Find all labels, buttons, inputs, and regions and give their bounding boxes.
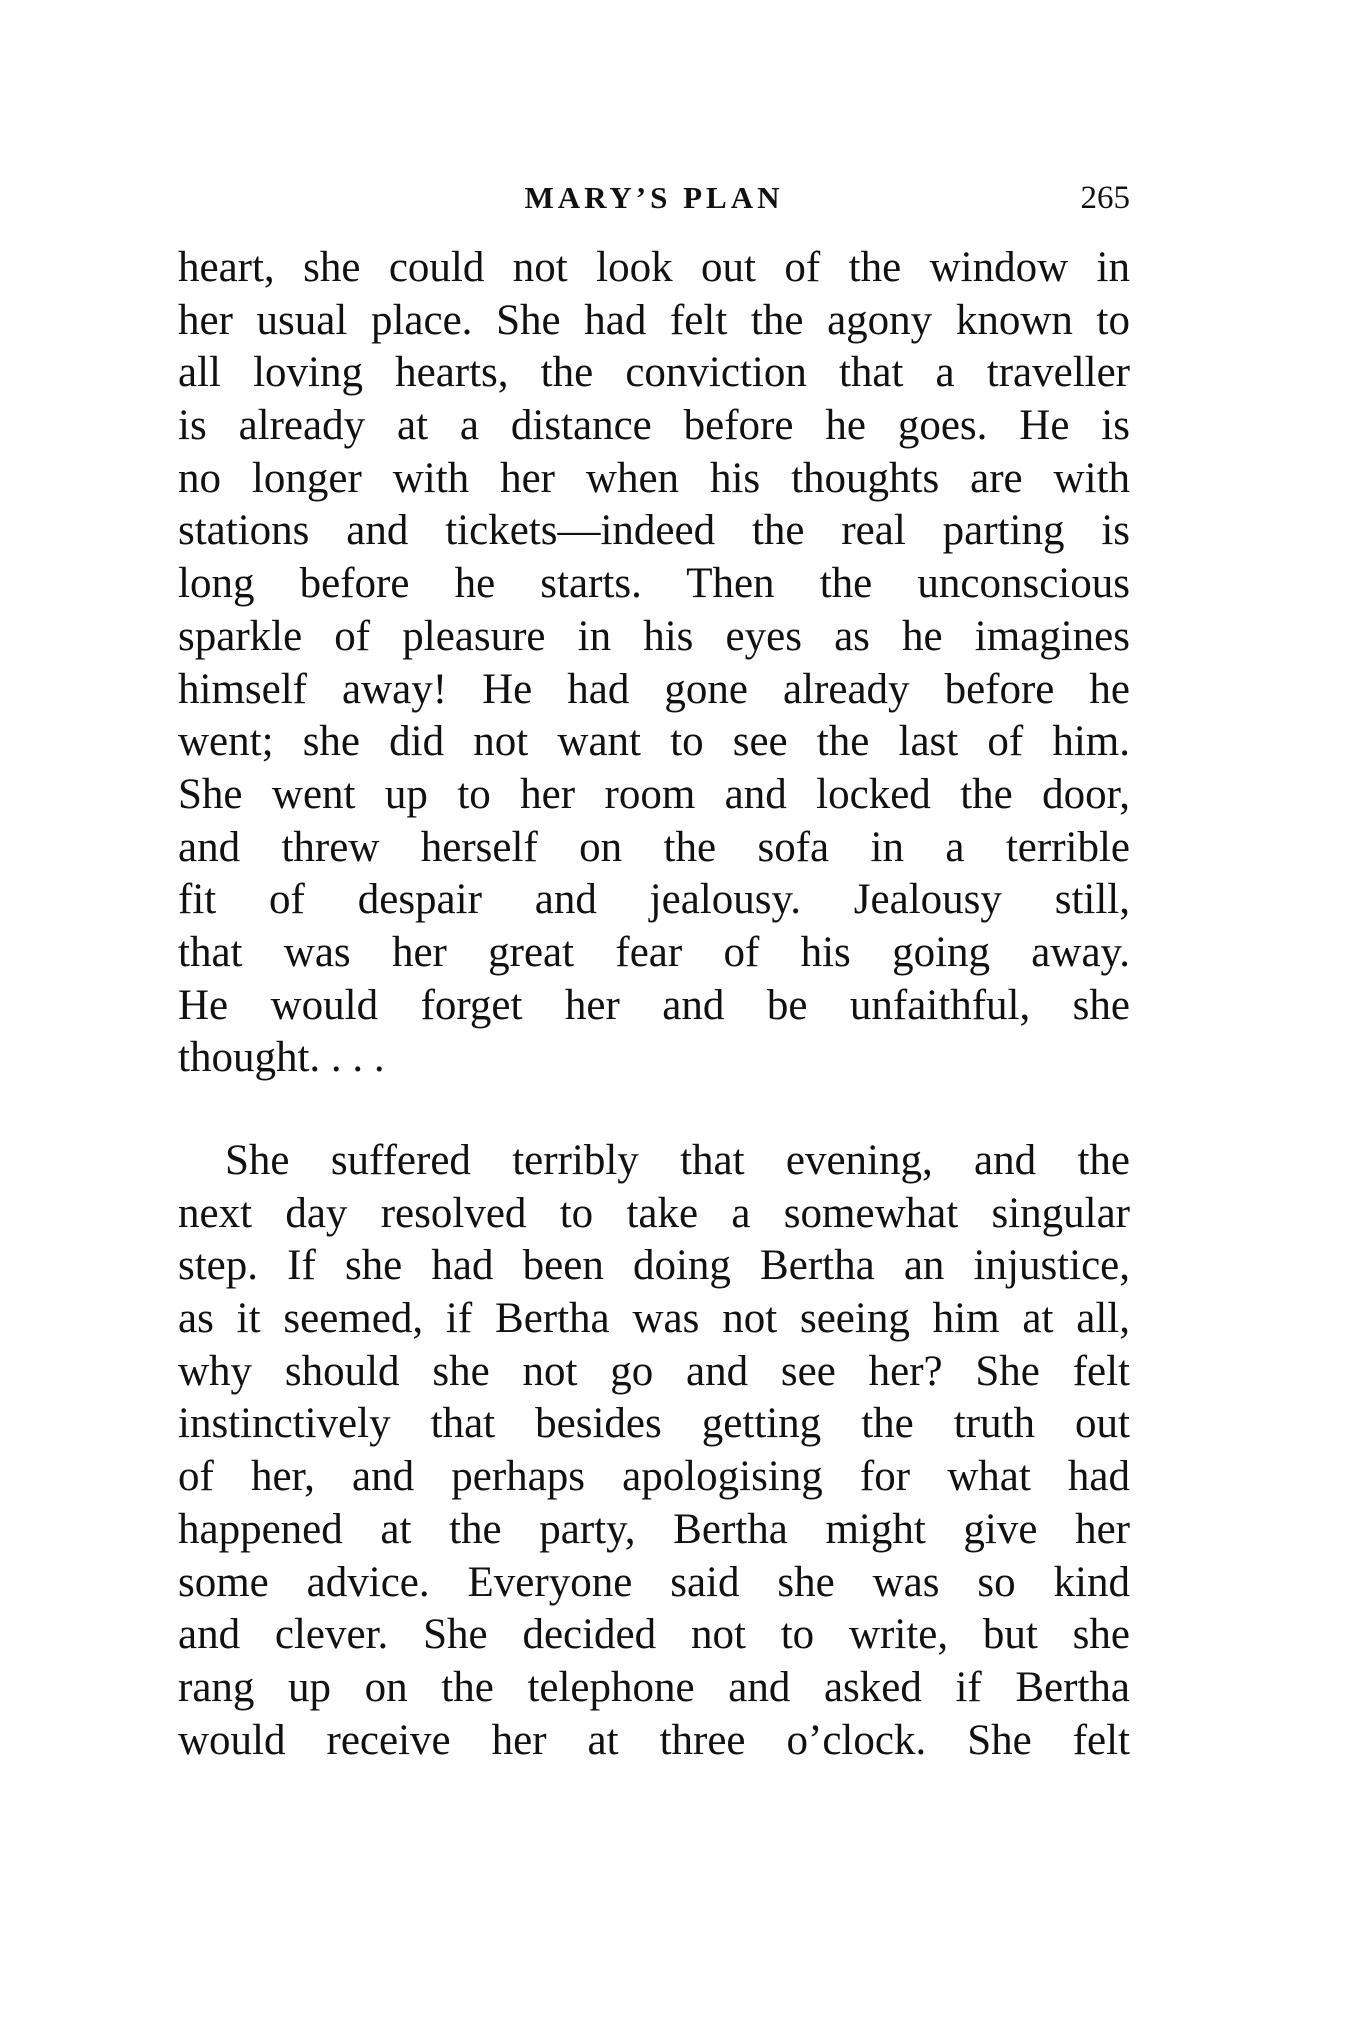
text-line: She suffered terribly that evening, and the	[225, 1137, 1130, 1184]
text-line: stations and tickets—indeed the real parting is	[178, 507, 1130, 555]
text-line: as it seemed, if Bertha was not seeing him at all,	[178, 1295, 1130, 1343]
text-line: and clever. She decided not to write, but she	[178, 1611, 1130, 1659]
text-line: some advice. Everyone said she was so kind	[178, 1558, 1130, 1606]
text-line: happened at the party, Bertha might give her	[178, 1505, 1130, 1553]
text-line: of her, and perhaps apologising for what had	[178, 1453, 1130, 1501]
paragraph-break	[178, 1085, 1130, 1135]
running-head	[178, 180, 1130, 230]
text-line: She went up to her room and locked the door,	[178, 770, 1130, 818]
paragraph-2	[178, 1135, 1130, 1767]
text-line: would receive her at three o’clock. She felt	[178, 1716, 1130, 1764]
text-line: that was her great fear of his going away.	[178, 928, 1130, 976]
text-line: her usual place. She had felt the agony known to	[178, 296, 1130, 344]
text-line: rang up on the telephone and asked if Bertha	[178, 1663, 1130, 1711]
running-title: MARY’S PLAN	[524, 180, 784, 215]
text-line: and threw herself on the sofa in a terrible	[178, 823, 1130, 871]
text-line: heart, she could not look out of the window in	[178, 244, 1130, 291]
text-line: all loving hearts, the conviction that a traveller	[178, 349, 1130, 397]
text-line: went; she did not want to see the last of him.	[178, 718, 1130, 766]
text-line: why should she not go and see her? She felt	[178, 1347, 1130, 1395]
text-line: no longer with her when his thoughts are with	[178, 454, 1130, 502]
paragraph-1	[178, 242, 1130, 1085]
text-line: sparkle of pleasure in his eyes as he imagines	[178, 612, 1130, 660]
text-line: fit of despair and jealousy. Jealousy still,	[178, 876, 1130, 924]
text-line: step. If she had been doing Bertha an injustice,	[178, 1242, 1130, 1290]
text-line: himself away! He had gone already before he	[178, 665, 1130, 713]
text-line: next day resolved to take a somewhat singular	[178, 1189, 1130, 1237]
text-line: instinctively that besides getting the truth out	[178, 1400, 1130, 1448]
text-line: thought. . . .	[178, 1034, 385, 1082]
page-body	[178, 242, 1130, 1767]
page-number: 265	[1080, 180, 1130, 216]
text-line: He would forget her and be unfaithful, she	[178, 981, 1130, 1029]
text-line: is already at a distance before he goes. He is	[178, 402, 1130, 450]
text-line: long before he starts. Then the unconscious	[178, 560, 1130, 608]
